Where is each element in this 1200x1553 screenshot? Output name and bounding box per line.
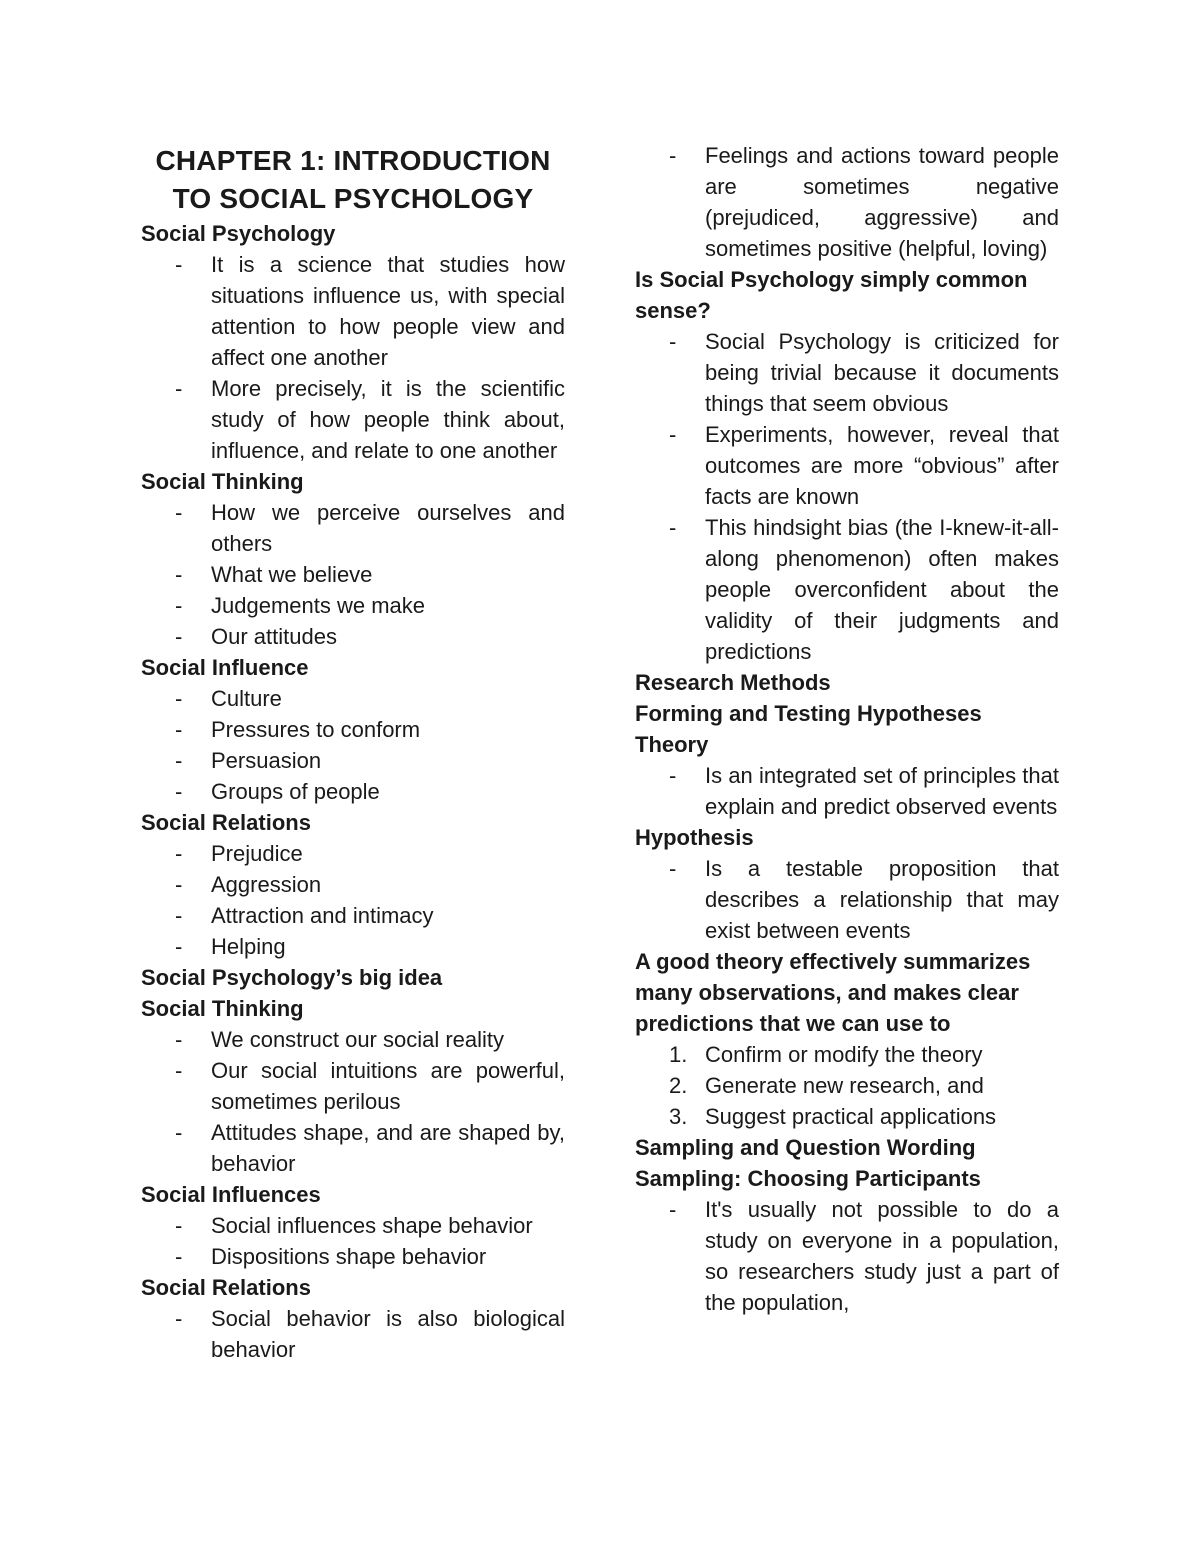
bullet-item bbox=[141, 900, 565, 931]
section-heading: Social Influences bbox=[141, 1182, 321, 1207]
bullet-dash: - bbox=[669, 143, 677, 168]
bullet-list bbox=[141, 1303, 565, 1365]
bullet-item bbox=[141, 559, 565, 590]
item-text: Suggest practical applications bbox=[705, 1104, 997, 1129]
numbered-item bbox=[635, 1039, 1059, 1070]
bullet-dash: - bbox=[175, 872, 183, 897]
numbered-item bbox=[635, 1070, 1059, 1101]
left-column bbox=[141, 0, 565, 1365]
bullet-dash: - bbox=[175, 779, 183, 804]
section-heading: A good theory effectively summarizes many observations, and makes clear predictions that we can use to bbox=[635, 949, 1031, 1036]
bullet-dash: - bbox=[175, 934, 183, 959]
bullet-item bbox=[141, 1024, 565, 1055]
bullet-item bbox=[141, 1303, 565, 1365]
bullet-dash: - bbox=[175, 1120, 183, 1145]
bullet-dash: - bbox=[175, 624, 183, 649]
section-heading: Social Relations bbox=[141, 810, 311, 835]
item-text: Helping bbox=[211, 934, 286, 959]
item-text: It is a science that studies how situations influence us, with special attention to how people view and affect one another bbox=[211, 252, 565, 370]
bullet-dash: - bbox=[669, 329, 677, 354]
bullet-dash: - bbox=[669, 515, 677, 540]
bullet-list bbox=[635, 760, 1059, 822]
bullet-item bbox=[141, 249, 565, 373]
bullet-item bbox=[635, 140, 1059, 264]
item-text: Our social intuitions are powerful, sometimes perilous bbox=[211, 1058, 565, 1114]
bullet-dash: - bbox=[175, 748, 183, 773]
numbered-item bbox=[635, 1101, 1059, 1132]
bullet-dash: - bbox=[175, 903, 183, 928]
item-text: Our attitudes bbox=[211, 624, 337, 649]
bullet-item bbox=[141, 1241, 565, 1272]
item-text: More precisely, it is the scientific study of how people think about, influence, and relate to one another bbox=[211, 376, 565, 463]
item-number: 3. bbox=[669, 1104, 688, 1129]
item-text: Experiments, however, reveal that outcomes are more “obvious” after facts are known bbox=[705, 422, 1059, 509]
bullet-dash: - bbox=[175, 562, 183, 587]
item-text: Pressures to conform bbox=[211, 717, 421, 742]
bullet-item bbox=[141, 621, 565, 652]
item-text: Generate new research, and bbox=[705, 1073, 984, 1098]
item-text: We construct our social reality bbox=[211, 1027, 505, 1052]
bullet-dash: - bbox=[175, 1027, 183, 1052]
bullet-list bbox=[141, 497, 565, 652]
item-text: Judgements we make bbox=[211, 593, 425, 618]
section-heading: Forming and Testing Hypotheses bbox=[635, 701, 982, 726]
bullet-dash: - bbox=[175, 1306, 183, 1331]
section-heading: Hypothesis bbox=[635, 825, 754, 850]
section-heading: Social Influence bbox=[141, 655, 309, 680]
item-text: Culture bbox=[211, 686, 282, 711]
item-text: Attraction and intimacy bbox=[211, 903, 434, 928]
bullet-dash: - bbox=[669, 856, 677, 881]
section-heading: Sampling and Question Wording bbox=[635, 1135, 976, 1160]
bullet-list bbox=[141, 1024, 565, 1179]
bullet-dash: - bbox=[175, 1244, 183, 1269]
item-text: Aggression bbox=[211, 872, 322, 897]
item-text: Is a testable proposition that describes a relationship that may exist between events bbox=[705, 856, 1059, 943]
item-text: This hindsight bias (the I-knew-it-all-along phenomenon) often makes people overconfident about the validity of their judgments and predictions bbox=[705, 515, 1059, 664]
section-heading: Social Thinking bbox=[141, 996, 304, 1021]
item-number: 2. bbox=[669, 1073, 688, 1098]
section-heading: Research Methods bbox=[635, 670, 831, 695]
item-text: Is an integrated set of principles that explain and predict observed events bbox=[705, 763, 1059, 819]
section-heading: Social Psychology bbox=[141, 221, 336, 246]
bullet-dash: - bbox=[175, 841, 183, 866]
bullet-list bbox=[635, 326, 1059, 667]
item-text: Dispositions shape behavior bbox=[211, 1244, 487, 1269]
left-content bbox=[141, 218, 565, 1365]
bullet-item bbox=[141, 1117, 565, 1179]
bullet-item bbox=[141, 931, 565, 962]
section-heading: Social Psychology’s big idea bbox=[141, 965, 443, 990]
bullet-dash: - bbox=[669, 1197, 677, 1222]
bullet-item bbox=[141, 838, 565, 869]
bullet-item bbox=[635, 326, 1059, 419]
chapter-title: CHAPTER 1: INTRODUCTION TO SOCIAL PSYCHOLOGY bbox=[155, 145, 551, 214]
bullet-item bbox=[635, 853, 1059, 946]
bullet-item bbox=[141, 776, 565, 807]
item-text: Prejudice bbox=[211, 841, 303, 866]
item-text: What we believe bbox=[211, 562, 373, 587]
right-content bbox=[635, 140, 1059, 1318]
bullet-dash: - bbox=[669, 422, 677, 447]
bullet-item bbox=[141, 683, 565, 714]
bullet-list bbox=[141, 249, 565, 466]
bullet-item bbox=[141, 714, 565, 745]
bullet-list bbox=[635, 853, 1059, 946]
bullet-item bbox=[141, 1055, 565, 1117]
section-heading: Is Social Psychology simply common sense? bbox=[635, 267, 1028, 323]
bullet-dash: - bbox=[175, 376, 183, 401]
bullet-dash: - bbox=[175, 717, 183, 742]
bullet-dash: - bbox=[175, 252, 183, 277]
bullet-item bbox=[141, 373, 565, 466]
item-text: Social Psychology is criticized for being trivial because it documents things that seem obvious bbox=[705, 329, 1059, 416]
bullet-item bbox=[141, 590, 565, 621]
bullet-list bbox=[635, 140, 1059, 264]
bullet-dash: - bbox=[175, 1213, 183, 1238]
item-text: Persuasion bbox=[211, 748, 322, 773]
section-heading: Theory bbox=[635, 732, 709, 757]
bullet-item bbox=[635, 1194, 1059, 1318]
bullet-dash: - bbox=[175, 686, 183, 711]
bullet-dash: - bbox=[175, 1058, 183, 1083]
bullet-list bbox=[635, 1194, 1059, 1318]
bullet-item bbox=[141, 745, 565, 776]
bullet-item bbox=[141, 497, 565, 559]
right-column bbox=[635, 0, 1059, 1318]
bullet-dash: - bbox=[175, 500, 183, 525]
bullet-list bbox=[141, 683, 565, 807]
item-text: Feelings and actions toward people are sometimes negative (prejudiced, aggressive) and sometimes positive (helpful, loving) bbox=[705, 143, 1059, 261]
item-text: Attitudes shape, and are shaped by, behavior bbox=[211, 1120, 565, 1176]
item-text: Social behavior is also biological behavior bbox=[211, 1306, 565, 1362]
item-number: 1. bbox=[669, 1042, 688, 1067]
section-heading: Sampling: Choosing Participants bbox=[635, 1166, 981, 1191]
section-heading: Social Thinking bbox=[141, 469, 304, 494]
item-text: It's usually not possible to do a study on everyone in a population, so researchers study just a part of the population, bbox=[705, 1197, 1059, 1315]
bullet-item bbox=[141, 869, 565, 900]
bullet-item bbox=[635, 419, 1059, 512]
item-text: Confirm or modify the theory bbox=[705, 1042, 983, 1067]
bullet-list bbox=[141, 838, 565, 962]
section-heading: Social Relations bbox=[141, 1275, 311, 1300]
bullet-dash: - bbox=[175, 593, 183, 618]
bullet-item bbox=[635, 512, 1059, 667]
bullet-item bbox=[635, 760, 1059, 822]
item-text: How we perceive ourselves and others bbox=[211, 500, 565, 556]
bullet-list bbox=[141, 1210, 565, 1272]
numbered-list bbox=[635, 1039, 1059, 1132]
bullet-item bbox=[141, 1210, 565, 1241]
item-text: Groups of people bbox=[211, 779, 380, 804]
item-text: Social influences shape behavior bbox=[211, 1213, 533, 1238]
bullet-dash: - bbox=[669, 763, 677, 788]
